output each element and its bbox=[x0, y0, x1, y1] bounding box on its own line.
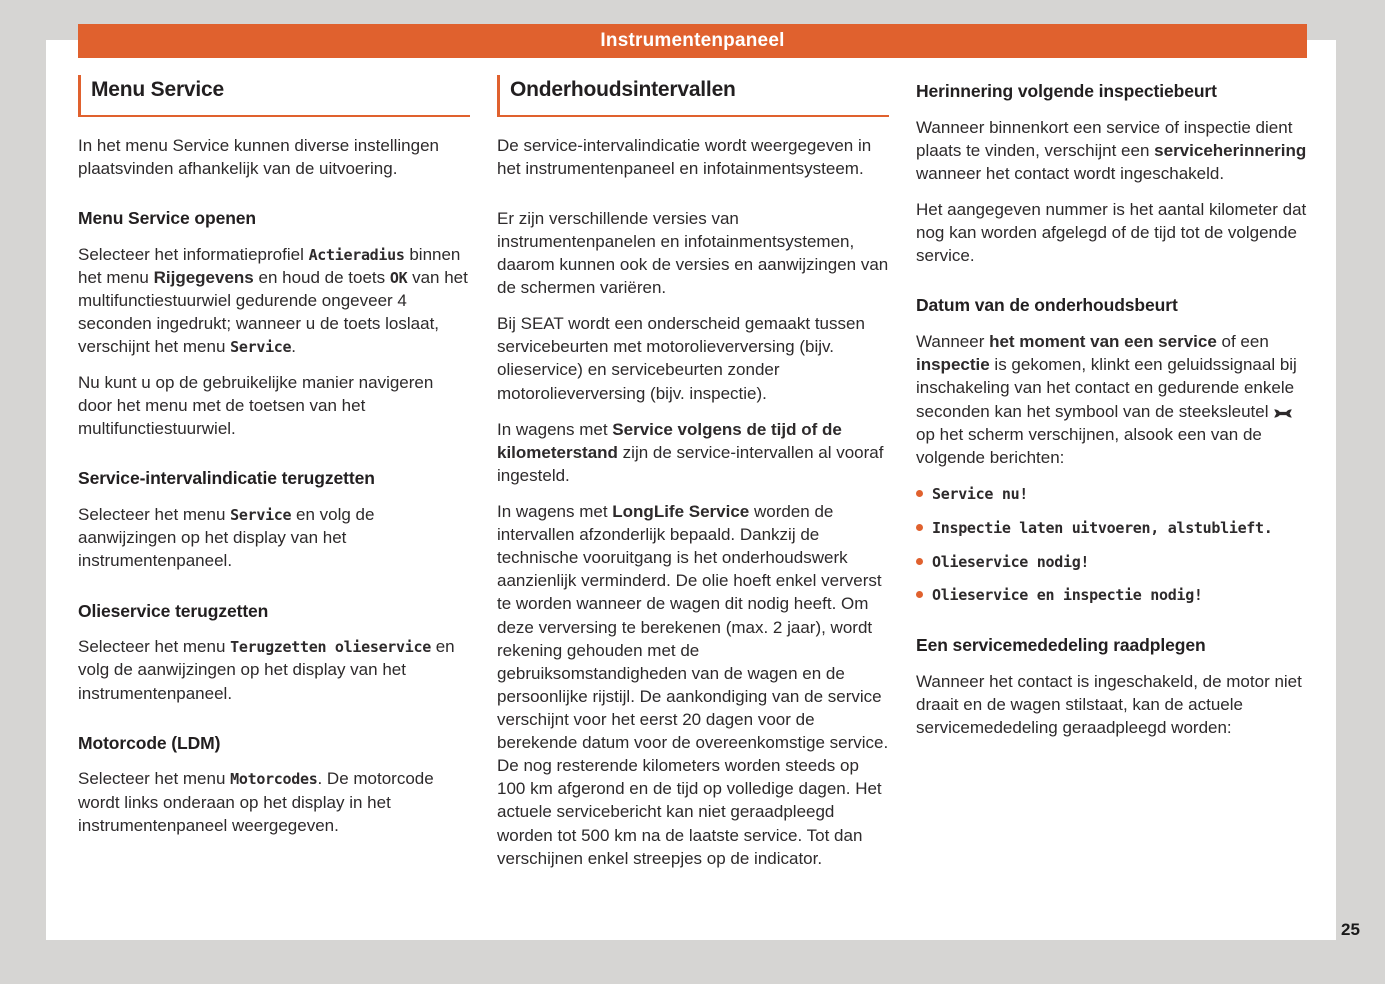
service-message-text: Olieservice en inspectie nodig! bbox=[932, 586, 1203, 605]
paragraph bbox=[497, 500, 889, 870]
text-run: Wanneer het contact is ingeschakeld, de motor niet draait en de wagen stilstaat, kan de actuele servicemededeling geraadpleegd worden: bbox=[916, 671, 1302, 738]
column-onderhoudsintervallen bbox=[497, 75, 889, 883]
text-run: Motorcodes bbox=[230, 770, 318, 789]
paragraph bbox=[78, 134, 470, 180]
column-herinnering bbox=[916, 75, 1307, 752]
service-message-item bbox=[916, 516, 1307, 540]
bullet-icon bbox=[916, 558, 923, 565]
text-run: serviceherinnering bbox=[1154, 140, 1307, 160]
text-run: Selecteer het informatieprofiel bbox=[78, 244, 309, 264]
text-run: Wanneer bbox=[916, 332, 990, 352]
text-run: Selecteer het menu bbox=[78, 769, 231, 789]
text-run: is gekomen, klinkt een geluidssignaal bij inschakeling van het contact en gedurende enkele seconden kan het symbool van de steeksleutel bbox=[916, 355, 1297, 421]
text-run: Actieradius bbox=[308, 245, 405, 264]
chapter-title: Instrumentenpaneel bbox=[600, 30, 785, 51]
text-run: inspectie bbox=[916, 355, 990, 375]
paragraph bbox=[78, 635, 470, 704]
section-heading: Datum van de onderhoudsbeurt bbox=[916, 295, 1178, 316]
service-message-item bbox=[916, 482, 1307, 506]
text-run: Selecteer het menu bbox=[78, 505, 231, 525]
text-run: binnen het menu bbox=[78, 244, 461, 287]
text-run: op het scherm verschijnen, alsook een van de volgende berichten: bbox=[916, 424, 1262, 467]
text-run: Nu kunt u op de gebruikelijke manier navigeren door het menu met de toetsen van het multifunctiestuurwiel. bbox=[78, 373, 434, 439]
text-run: worden de intervallen afzonderlijk bepaald. Dankzij de technische vooruitgang is het onderhoudswerk aanzienlijk verminderd. De olie hoeft enkel ververst te worden wanneer de wagen dit nodig heeft. Om deze verversing te berekenen (max. 2 jaar), wordt rekening gehouden met de gebruiksomstandigheden van de wagen en de persoonlijke rijstijl. De aankondiging van de service verschijnt voor het eerst 20 dagen voor de berekende datum voor de overeenkomstige service. De nog resterende kilometers worden steeds op 100 km afgerond en de tijd op volledige dagen. Het actuele servicebericht kan niet geraadpleegd worden tot 500 km na de laatste service. Tot dan verschijnen enkel streepjes op de indicator. bbox=[497, 501, 889, 868]
paragraph bbox=[916, 330, 1307, 469]
service-message-item bbox=[916, 583, 1307, 607]
section-heading: Motorcode (LDM) bbox=[78, 732, 221, 753]
text-run: . bbox=[291, 337, 296, 356]
service-message-item bbox=[916, 550, 1307, 574]
manual-page bbox=[46, 40, 1336, 940]
paragraph bbox=[497, 134, 889, 180]
paragraph bbox=[78, 243, 470, 359]
paragraph bbox=[916, 198, 1307, 267]
text-run: of een bbox=[1216, 332, 1269, 352]
text-run: en volg de aanwijzingen op het display van het instrumentenpaneel. bbox=[78, 637, 455, 703]
text-run: In wagens met bbox=[497, 501, 613, 521]
text-run: wanneer het contact wordt ingeschakeld. bbox=[916, 164, 1225, 184]
section-heading: Olieservice terugzetten bbox=[78, 600, 269, 621]
text-run: en houd de toets bbox=[253, 267, 390, 287]
text-run: van het multifunctiestuurwiel gedurende ongeveer 4 seconden ingedrukt; wanneer u de toets loslaat, verschijnt het menu bbox=[78, 267, 468, 356]
section-heading: Menu Service openen bbox=[78, 207, 257, 228]
text-run: Rijgegevens bbox=[153, 267, 254, 287]
text-run: en volg de aanwijzingen op het display van het instrumentenpaneel. bbox=[78, 505, 375, 571]
bullet-icon bbox=[916, 524, 923, 531]
column-title: Onderhoudsintervallen bbox=[497, 75, 889, 117]
text-run: Service bbox=[230, 506, 292, 525]
paragraph bbox=[78, 503, 470, 572]
bullet-icon bbox=[916, 490, 923, 497]
text-run: het moment van een service bbox=[989, 332, 1217, 352]
bullet-icon bbox=[916, 591, 923, 598]
service-message-text: Olieservice nodig! bbox=[932, 552, 1090, 571]
text-run: De service-intervalindicatie wordt weergegeven in het instrumentenpaneel en infotainmentsysteem. bbox=[497, 135, 872, 178]
paragraph bbox=[916, 670, 1307, 739]
service-message-text: Inspectie laten uitvoeren, alstublieft. bbox=[932, 518, 1273, 537]
paragraph bbox=[916, 116, 1307, 185]
paragraph bbox=[78, 371, 470, 440]
section-heading: Service-intervalindicatie terugzetten bbox=[78, 468, 375, 489]
paragraph bbox=[497, 207, 889, 299]
column-title: Menu Service bbox=[78, 75, 470, 117]
text-run: In wagens met bbox=[497, 419, 613, 439]
text-run: In het menu Service kunnen diverse instellingen plaatsvinden afhankelijk van de uitvoering. bbox=[78, 135, 439, 178]
text-run: Service bbox=[230, 338, 292, 356]
section-heading: Herinnering volgende inspectiebeurt bbox=[916, 81, 1217, 101]
text-run: Het aangegeven nummer is het aantal kilometer dat nog kan worden afgelegd of de tijd tot de volgende service. bbox=[916, 200, 1307, 266]
text-run: Bij SEAT wordt een onderscheid gemaakt tussen servicebeurten met motorolieverversing (bijv. olieservice) en servicebeurten zonder motorolieverversing (bijv. inspectie). bbox=[497, 314, 865, 403]
paragraph bbox=[78, 767, 470, 836]
text-run: Selecteer het menu bbox=[78, 637, 231, 657]
text-run: LongLife Service bbox=[612, 501, 750, 521]
text-run: . De motorcode wordt links onderaan op het display in het instrumentenpaneel weergegeven. bbox=[78, 769, 434, 835]
text-run: Er zijn verschillende versies van instrumentenpanelen en infotainmentsystemen, daarom kunnen ook de versies en aanwijzingen van de schermen variëren. bbox=[497, 208, 889, 298]
column-menu-service bbox=[78, 75, 470, 850]
text-run: Terugzetten olieservice bbox=[230, 638, 431, 657]
service-message-list bbox=[916, 482, 1307, 607]
text-run: OK bbox=[389, 268, 408, 287]
service-message-text: Service nu! bbox=[932, 484, 1029, 503]
section-heading: Een servicemededeling raadplegen bbox=[916, 635, 1206, 656]
text-run: Wanneer binnenkort een service of inspectie dient plaats te vinden, verschijnt een bbox=[916, 117, 1293, 160]
wrench-icon bbox=[1273, 402, 1293, 421]
text-run: Service volgens de tijd of de kilometerstand bbox=[497, 419, 842, 462]
page-number: 25 bbox=[1341, 920, 1360, 939]
text-run: zijn de service-intervallen al vooraf ingesteld. bbox=[497, 442, 884, 485]
paragraph bbox=[497, 312, 889, 404]
paragraph bbox=[497, 418, 889, 487]
chapter-header-bar bbox=[78, 24, 1307, 58]
